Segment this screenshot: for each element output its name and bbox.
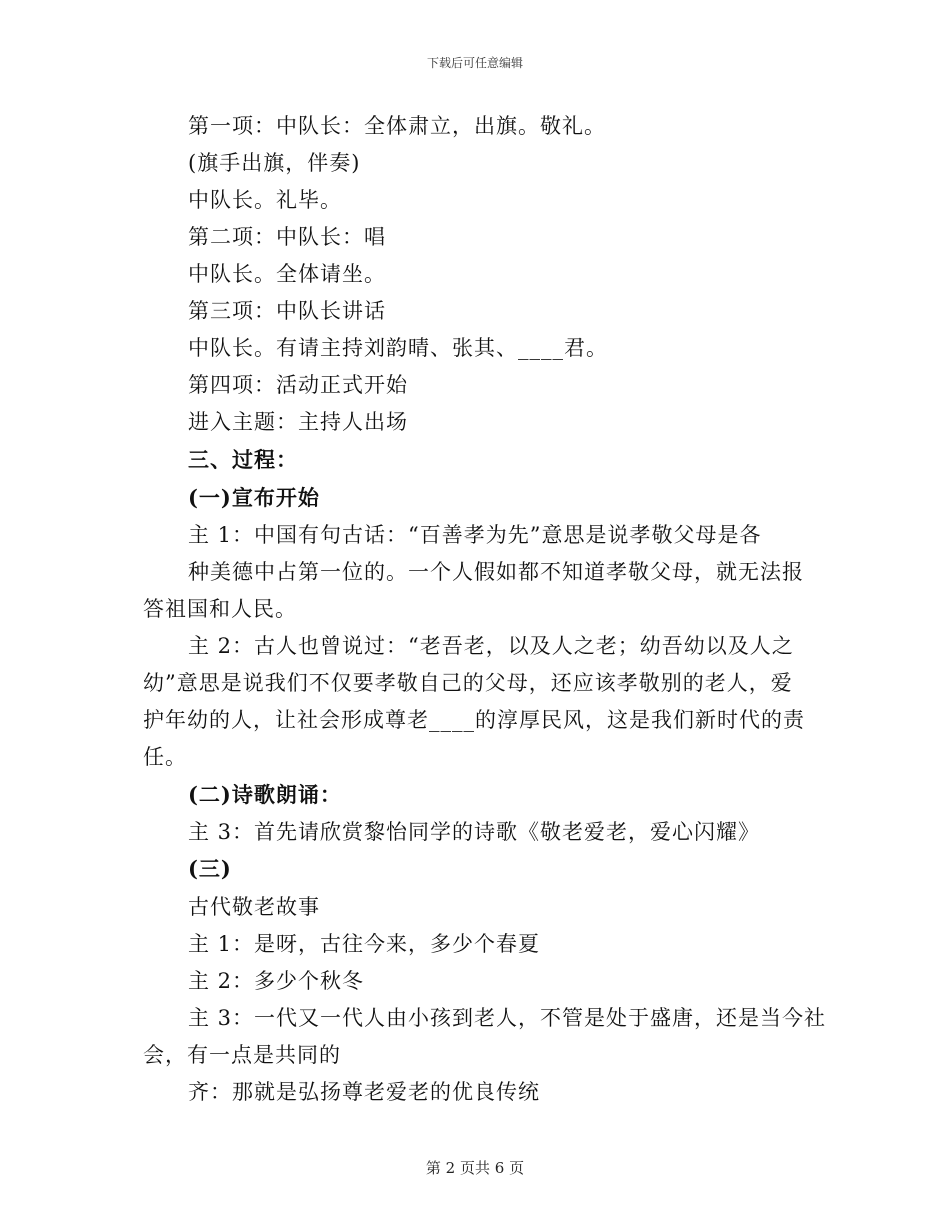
agenda-line: 中队长。礼毕。 <box>188 188 342 212</box>
agenda-item-2: 第二项：中队长：唱 <box>188 225 386 249</box>
page-footer: 第 2 页共 6 页 <box>425 1159 525 1177</box>
agenda-line: 中队长。全体请坐。 <box>188 262 386 286</box>
paragraph-line: 主 1：是呀，古往今来，多少个春夏 <box>188 932 541 956</box>
subsection-heading: (一)宣布开始 <box>188 485 320 510</box>
agenda-item-1: 第一项：中队长：全体肃立，出旗。敬礼。 <box>188 114 606 138</box>
paragraph-line: 任。 <box>143 745 187 769</box>
section-heading: 三、过程： <box>188 447 298 472</box>
paragraph-line: 幼”意思是说我们不仅要孝敬自己的父母，还应该孝敬别的老人，爱 <box>143 671 793 695</box>
paragraph-line: 齐：那就是弘扬尊老爱老的优良传统 <box>188 1080 540 1104</box>
stage-direction: (旗手出旗，伴奏) <box>188 151 361 175</box>
paragraph-line: 主 1：中国有句古话：“百善孝为先”意思是说孝敬父母是各 <box>188 523 762 547</box>
paragraph-line: 主 3：一代又一代人由小孩到老人，不管是处于盛唐，还是当今社 <box>188 1006 827 1030</box>
subsection-heading: (三) <box>188 856 232 881</box>
paragraph-line: 主 3：首先请欣赏黎怡同学的诗歌《敬老爱老，爱心闪耀》 <box>188 820 761 844</box>
page-header: 下载后可任意编辑 <box>426 56 523 70</box>
paragraph-line: 主 2：古人也曾说过：“老吾老，以及人之老；幼吾幼以及人之 <box>188 634 794 658</box>
agenda-item-4: 第四项：活动正式开始 <box>188 373 408 397</box>
paragraph-line: 答祖国和人民。 <box>143 597 297 621</box>
paragraph-line: 主 2：多少个秋冬 <box>188 969 365 993</box>
paragraph-line: 会，有一点是共同的 <box>143 1043 341 1067</box>
subsection-heading: (二)诗歌朗诵： <box>188 782 342 807</box>
agenda-item-3: 第三项：中队长讲话 <box>188 299 386 323</box>
paragraph-line: 护年幼的人，让社会形成尊老____的淳厚民风，这是我们新时代的责 <box>143 708 805 732</box>
paragraph-line: 种美德中占第一位的。一个人假如都不知道孝敬父母，就无法报 <box>188 560 804 584</box>
agenda-line: 进入主题：主持人出场 <box>188 410 408 434</box>
paragraph-line: 古代敬老故事 <box>188 895 320 919</box>
agenda-line: 中队长。有请主持刘韵晴、张其、____君。 <box>188 336 608 360</box>
